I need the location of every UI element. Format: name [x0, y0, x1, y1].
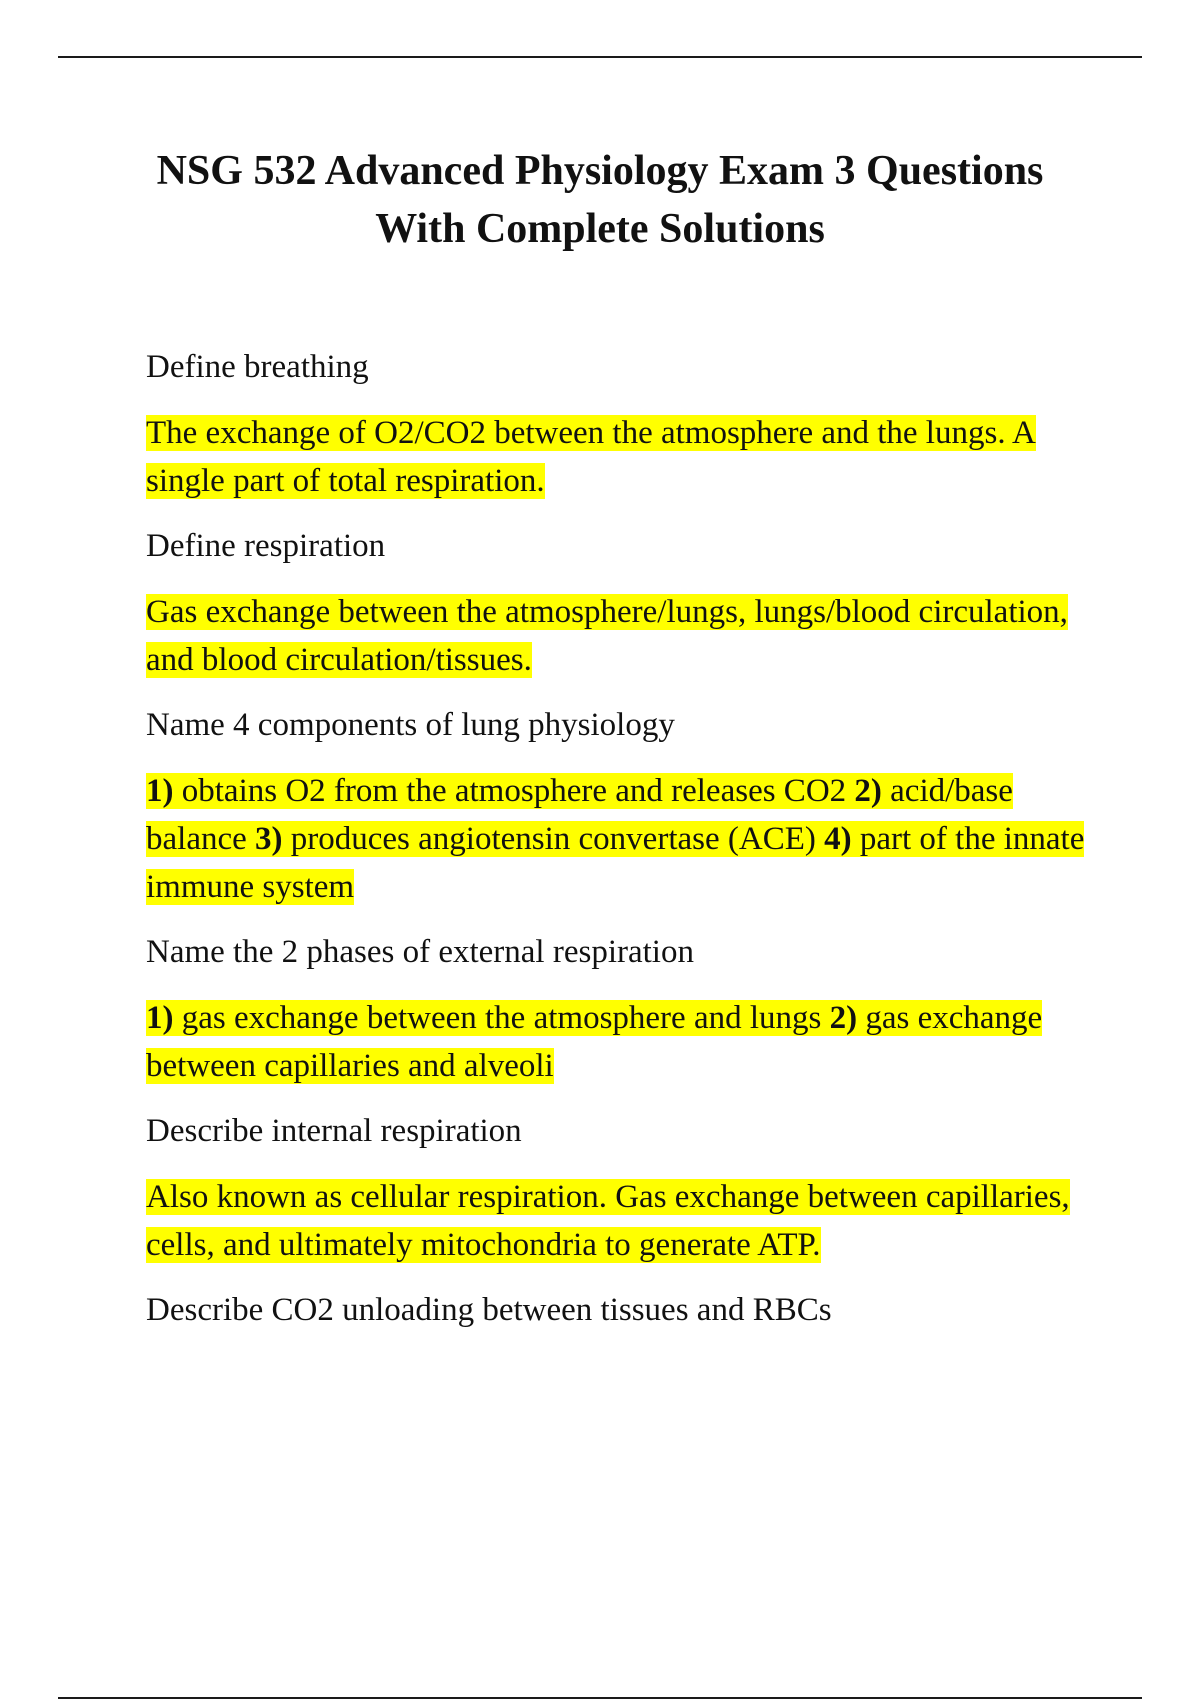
- item-text: gas exchange between capillaries and alveoli: [146, 1000, 1043, 1084]
- document-title: [100, 142, 1100, 258]
- question-text: Define breathing: [146, 349, 369, 385]
- answer-text: [146, 409, 1096, 505]
- answer-highlight: Also known as cellular respiration. Gas exchange between capillaries, cells, and ultimately mitochondria to generate ATP.: [146, 1179, 1070, 1263]
- item-text: part of the innate immune system: [146, 821, 1085, 905]
- qa-item: [146, 703, 1096, 911]
- item-number: 3): [255, 821, 283, 857]
- item-number: 4): [824, 821, 852, 857]
- question-text: Define respiration: [146, 528, 386, 564]
- title-line-2: With Complete Solutions: [375, 206, 825, 252]
- answer-text: [146, 588, 1096, 684]
- item-number: 1): [146, 1000, 174, 1036]
- item-number: 1): [146, 773, 174, 809]
- answer-highlight: [146, 773, 1084, 905]
- qa-item: [146, 930, 1096, 1090]
- item-text: obtains O2 from the atmosphere and releases CO2: [181, 773, 847, 809]
- answer-text: [146, 1173, 1096, 1269]
- item-text: produces angiotensin convertase (ACE): [290, 821, 816, 857]
- item-number: 2): [854, 773, 882, 809]
- qa-list: [146, 345, 1096, 1352]
- question-text: Name the 2 phases of external respiration: [146, 934, 694, 970]
- question-text: Name 4 components of lung physiology: [146, 707, 675, 743]
- item-text: gas exchange between the atmosphere and lungs: [181, 1000, 822, 1036]
- qa-item: [146, 524, 1096, 684]
- top-rule: [58, 56, 1142, 58]
- answer-highlight: Gas exchange between the atmosphere/lungs, lungs/blood circulation, and blood circulation/tissues.: [146, 594, 1068, 678]
- question-text: Describe internal respiration: [146, 1113, 522, 1149]
- item-number: 2): [829, 1000, 858, 1036]
- question-text: Describe CO2 unloading between tissues and RBCs: [146, 1292, 832, 1328]
- title-line-1: NSG 532 Advanced Physiology Exam 3 Questions: [156, 148, 1044, 194]
- answer-highlight: [146, 1000, 1042, 1084]
- answer-text: [146, 994, 1096, 1090]
- bottom-rule: [58, 1697, 1142, 1699]
- answer-text: [146, 767, 1096, 911]
- answer-highlight: The exchange of O2/CO2 between the atmosphere and the lungs. A single part of total respiration.: [146, 415, 1036, 499]
- item-text: acid/base balance: [146, 773, 1013, 857]
- qa-item: [146, 1288, 1096, 1332]
- qa-item: [146, 1109, 1096, 1269]
- qa-item: [146, 345, 1096, 505]
